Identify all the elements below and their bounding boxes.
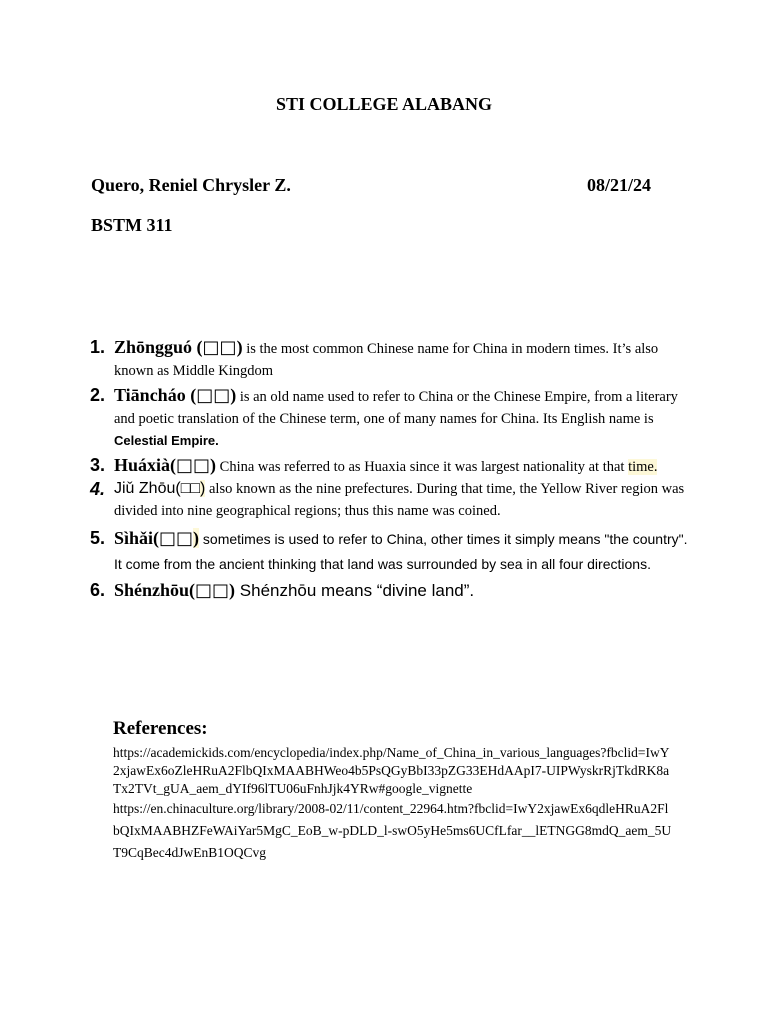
missing-glyphs: □□ [195,580,230,601]
item-term: Zhōngguó ( [114,337,203,357]
missing-glyphs: □□ [180,480,201,497]
item-description: is the most common Chinese name for China in modern times. It’s also known as Middle Kingdom [114,341,659,379]
references-section [113,718,673,864]
item-term: Tiāncháo ( [114,385,197,405]
list-number: 6. [90,580,106,600]
item-term-close: ) [229,580,236,600]
document-title: STI COLLEGE ALABANG [275,94,493,114]
student-name: Quero, Reniel Chrysler Z. [91,175,291,195]
missing-glyphs: □□ [196,385,231,406]
item-term: Sìhǎi( [114,528,160,548]
list-number: 1. [90,337,106,357]
item-description: Shénzhōu means “divine land”. [235,581,475,600]
item-term: Huáxià( [114,455,177,475]
item-term: Jiǔ Zhōu( [114,480,181,497]
list-item [90,579,690,603]
list-number: 4. [90,479,106,499]
missing-glyphs: □□ [176,455,211,476]
list-number: 3. [90,455,106,475]
item-term-close: ) [210,455,217,475]
list-item [90,384,690,452]
item-term-close: ) [230,385,237,405]
list-item [90,478,690,522]
names-of-china-list [90,336,690,603]
references-title: References: [113,718,208,739]
list-item [90,454,690,478]
item-description: China was referred to as Huaxia since it was largest nationality at that [216,459,629,475]
item-description: is an old name used to refer to China or the Chinese Empire, from a literary and poetic translation of the Chinese term, one of many names for China. Its English name is [114,389,678,427]
document-date: 08/21/24 [587,175,652,195]
item-description: also known as the nine prefectures. During that time, the Yellow River region was divided into nine geographical regions; thus this name was coined. [114,481,685,519]
item-term: Shénzhōu( [114,580,196,600]
course-code: BSTM 311 [91,215,173,235]
item-term-close: ) [236,337,243,357]
list-item [90,526,690,577]
reference-link[interactable]: https://academickids.com/encyclopedia/index.php/Name_of_China_in_various_languages?fbclid=IwY2xjawEx6oZleHRuA2FlbQIxMAABHWeo4b5PsQGyBbI33pZG33EHdAApI7-UIPWyskrRjTkdRK8aTx2TVt_gUA_aem_dYIf96lTU06uFnhJjk4YRw#google_vignette [113,745,670,796]
item-term-close: ) [193,528,200,548]
missing-glyphs: □□ [159,528,194,549]
missing-glyphs: □□ [202,337,237,358]
list-item [90,336,690,382]
reference-link[interactable]: https://en.chinaculture.org/library/2008-02/11/content_22964.htm?fbclid=IwY2xjawEx6qdleHRuA2FlbQIxMAABHZFeWAiYar5MgC_EoB_w-pDLD_l-swO5yHe5ms6UCfLfar__lETNGG8mdQ_aem_5UT9CqBec4dJwEnB1OQCvg [113,801,672,860]
list-number: 2. [90,385,106,405]
highlighted-text: time. [628,459,658,475]
item-emphasis: Celestial Empire. [114,433,219,448]
item-description: sometimes is used to refer to China, other times it simply means "the country". It come from the ancient thinking that land was surrounded by sea in all four directions. [114,531,688,572]
item-term-close: ) [200,480,206,497]
list-number: 5. [90,528,106,548]
